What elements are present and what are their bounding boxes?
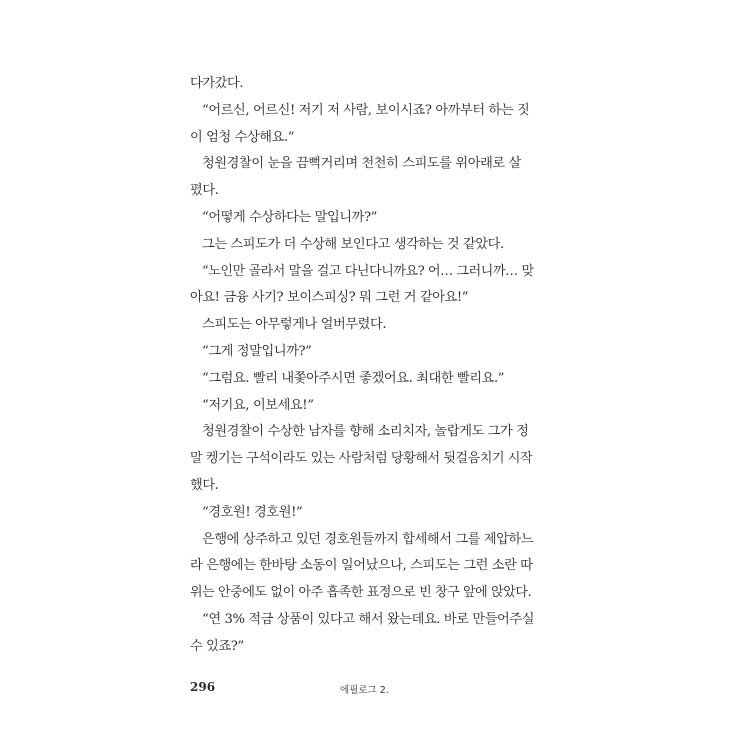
- text-line: 다가갔다.: [190, 76, 244, 91]
- text-line: 그는 스피도가 더 수상해 보인다고 생각하는 것 같았다.: [202, 236, 504, 252]
- text-line: 아요! 금융 사기? 보이스피싱? 뭐 그런 거 같아요!”: [190, 290, 469, 306]
- text-line: 은행에 상주하고 있던 경호원들까지 합세해서 그를 제압하느: [202, 531, 534, 547]
- text-line: “노인만 골라서 말을 걸고 다닌다니까요? 어… 그러니까… 맞: [202, 263, 534, 279]
- text-line: “어떻게 수상하다는 말입니까?”: [202, 209, 378, 225]
- text-line: 청원경찰이 수상한 남자를 향해 소리치자, 놀랍게도 그가 정: [202, 424, 529, 440]
- page-number: 296: [190, 680, 216, 694]
- running-title: 에필로그 2.: [340, 685, 389, 696]
- text-line: “저기요, 이보세요!”: [202, 397, 314, 413]
- text-line: 위는 안중에도 없이 아주 흡족한 표정으로 빈 창구 앞에 앉았다.: [190, 585, 532, 601]
- text-line: 말 켕기는 구석이라도 있는 사람처럼 당황해서 뒷걸음치기 시작: [190, 451, 533, 467]
- text-line: “연 3% 적금 상품이 있다고 해서 왔는데요. 바로 만들어주실: [202, 611, 535, 627]
- text-line: 스피도는 아무렇게나 얼버무렸다.: [202, 317, 387, 333]
- text-line: 이 엄청 수상해요.”: [190, 129, 295, 145]
- text-line: “어르신, 어르신! 저기 저 사람, 보이시죠? 아까부터 하는 짓: [202, 102, 530, 118]
- text-line: “그럼요. 빨리 내쫓아주시면 좋겠어요. 최대한 빨리요.”: [202, 370, 505, 386]
- text-line: “그게 정말입니까?”: [202, 343, 312, 359]
- text-line: 수 있죠?”: [190, 638, 244, 654]
- text-line: 청원경찰이 눈을 끔뻑거리며 천천히 스피도를 위아래로 살: [202, 156, 521, 172]
- body-text: [190, 71, 535, 661]
- text-line: 라 은행에는 한바탕 소동이 일어났으나, 스피도는 그런 소란 따: [190, 558, 533, 574]
- text-line: “경호원! 경호원!”: [202, 504, 303, 520]
- text-line: 폈다.: [190, 183, 219, 199]
- text-line: 했다.: [190, 477, 219, 493]
